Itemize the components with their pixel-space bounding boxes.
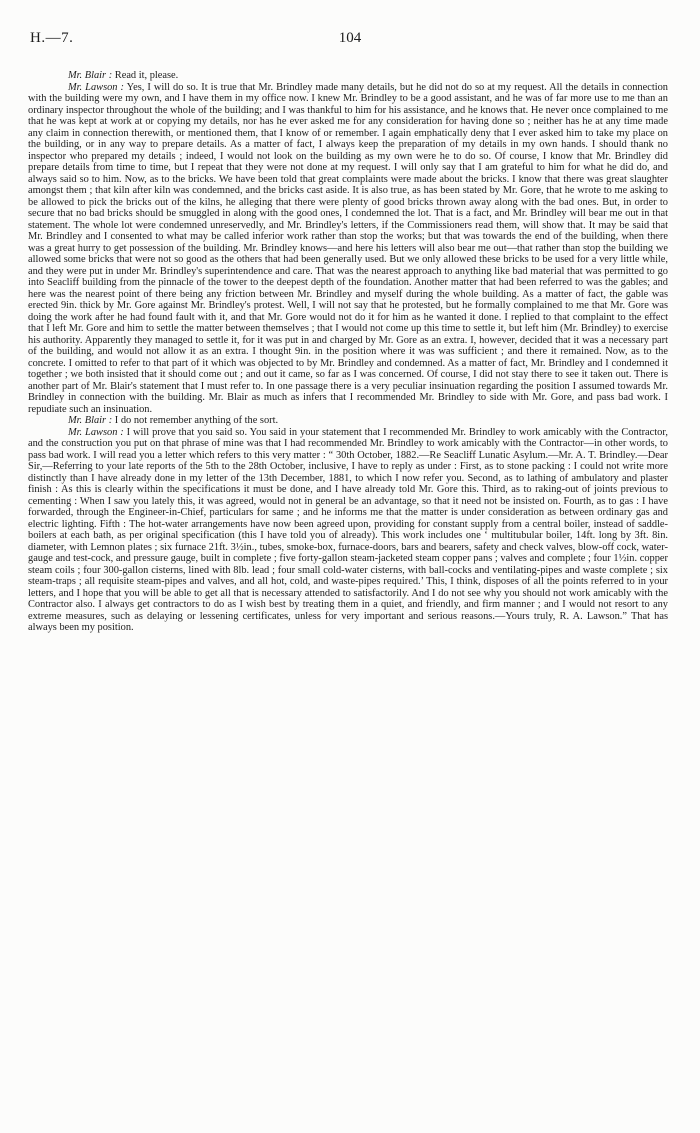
body-text bbox=[28, 70, 668, 634]
paragraph bbox=[28, 415, 668, 427]
paragraph bbox=[28, 82, 668, 416]
speaker-name: Mr. Lawson : bbox=[68, 81, 124, 93]
page-number: 104 bbox=[338, 30, 362, 46]
page-header bbox=[30, 30, 670, 52]
paragraph-text: Yes, I will do so. It is true that Mr. Brindley made many details, but he did not do so at my request. All the details in connection with the building were my own, and I have them in my office now. I knew Mr. Brindley to be a good assistant, and he was of far more use to me than an ordinary inspector throughout the whole of the building; and I was thankful to him for his assistance, and he knows that. He never once complained to me that he was kept at work at or copying my details, nor has he ever asked me for any consideration for having done so ; neither has he at any time made any claim in connection therewith, or mentioned them, that I know of or remember. I again emphatically deny that I ever asked him to take my place on the building, or in any way to prepare details. As a matter of fact, I always keep the preparation of my details in my own hands. I should thank no inspector who prepared my details ; indeed, I would not look on the building as my own were he to do so. Of course, I know that Mr. Brindley did prepare details from time to time, but I repeat that they were not done at my request. I will only say that I am grateful to him for what he did do, and always said so to him. Now, as to the bricks. We have been told that great complaints were made about the bricks. I know that there was great slaughter amongst them ; that kiln after kiln was condemned, and the bricks cast aside. It is also true, as has been stated by Mr. Gore, that he wrote to me asking to be allowed to pick the bricks out of the kilns, he alleging that there were plenty of good bricks thrown away along with the bad ones. But, in order to secure that no bad bricks should be smuggled in along with the good ones, I condemned the lot. That is a fact, and Mr. Brindley will bear me out in that statement. The whole lot were condemned unreservedly, and Mr. Brindley's letters, if the Commissioners read them, will show that. It may be said that Mr. Brindley and I consented to what may be called inferior work rather than stop the works; but that was towards the end of the building, when there was a great hurry to get possession of the building. Mr. Brindley knows—and here his letters will also bear me out—that rather than stop the building we allowed some bricks that were not so good as the others that had been generally used. But we only allowed these bricks to be used for a very little while, and they were put in under Mr. Brindley's superintendence and care. That was the nearest approach to anything like bad material that was permitted to go into Seacliff building from the pinnacle of the tower to the deepest depth of the foundation. Another matter that had been referred to was the gables; and here was the nearest point of there being any friction between Mr. Brindley and myself during the whole building. As a matter of fact, the gable was erected 9in. thick by Mr. Gore against Mr. Brindley's protest. Well, I will not say that he protested, but he formally complained to me that Mr. Gore was doing the work after he had found fault with it, and that Mr. Gore would not do it for him as he wanted it done. I replied to that complaint to the effect that I left Mr. Gore and him to settle the matter between themselves ; that I would not come up this time to settle it, but left him (Mr. Brindley) to exercise his authority. Apparently they managed to settle it, for it was put in and charged by Mr. Gore as an extra. I, however, decided that it was a necessary part of the building, and would not allow it as an extra. I thought 9in. in the position where it was was sufficient ; and there it remained. Now, as to the concrete. I omitted to refer to that part of it which was objected to by Mr. Brindley and condemned. As a matter of fact, Mr. Brindley and I condemned it together ; we both insisted that it should come out ; and out it came, so far as I was concerned. Of course, I did not stay there to see it taken out. There is another part of Mr. Blair's statement that I must refer to. In one passage there is a very peculiar insinuation regarding the position I assumed towards Mr. Brindley in connection with the building. Mr. Blair as much as infers that I recommended Mr. Brindley to side with Mr. Gore, and pass bad work. I repudiate such an insinuation. bbox=[28, 81, 668, 415]
paragraph bbox=[28, 427, 668, 634]
paragraph-text: I will prove that you said so. You said in your statement that I recommended Mr. Brindley to work amicably with the Contractor, and the construction you put on that phrase of mine was that I had recommended Mr. Brindley to work amicably with the Contractor—in other words, to pass bad work. I will read you a letter which refers to this very matter : “ 30th October, 1882.—Re Seacliff Lunatic Asylum.—Mr. A. T. Brindley.—Dear Sir,—Referring to your late reports of the 5th to the 28th October, inclusive, I have to reply as under : First, as to stone packing : I could not write more distinctly than I have already done in my letter of the 13th December, 1881, to which I now refer you. Second, as to lathing of ambulatory and plaster finish : As this is clearly within the specifications it must be done, and I have already told Mr. Gore this. Third, as to raking-out of joints previous to cementing : When I saw you lately this, it was agreed, would not in general be an advantage, so that it need not be insisted on. Fourth, as to gas : I have forwarded, through the Engineer-in-Chief, particulars for same ; and he informs me that the matter is under consideration as between ordinary gas and electric lighting. Fifth : The hot-water arrangements have now been agreed upon, providing for constant supply from a central boiler, instead of saddle-boilers at each bath, as per original specification (this I have told you of already). This work includes one ‘ multitubular boiler, 14ft. long by 3ft. 8in. diameter, with Lemnon plates ; six furnace 21ft. 3½in., tubes, smoke-box, furnace-doors, bars and bearers, safety and check valves, blow-off cock, water-gauge and test-cock, and pressure gauge, built in complete ; five forty-gallon steam-jacketed steam copper pans ; valves and complete ; four 1½in. copper steam coils ; four 300-gallon cisterns, lined with 8lb. lead ; four small cold-water cisterns, with ball-cocks and ventilating-pipes and waste complete ; six steam-traps ; all requisite steam-pipes and valves, and all hot, cold, and waste-pipes required.’ This, I think, disposes of all the points referred to in your letters, and I hope that you will be able to get all that is necessary attended to satisfactorily. And I do not see why you should not work amicably with the Contractor also. I always get contractors to do as I wish best by treating them in a quiet, and friendly, and firm manner ; and I would not resort to any extreme measures, such as delaying or lessening certificates, unless for very important and serious reasons.—Yours truly, R. A. Lawson.” That has always been my position. bbox=[28, 426, 668, 633]
speaker-name: Mr. Blair : bbox=[68, 415, 113, 426]
speaker-name: Mr. Lawson : bbox=[68, 426, 124, 438]
paragraph-text: Read it, please. bbox=[114, 70, 179, 81]
paragraph bbox=[28, 70, 668, 82]
paragraph-text: I do not remember anything of the sort. bbox=[114, 415, 279, 426]
speaker-name: Mr. Blair : bbox=[68, 70, 113, 81]
document-reference: H.—7. bbox=[30, 30, 74, 46]
